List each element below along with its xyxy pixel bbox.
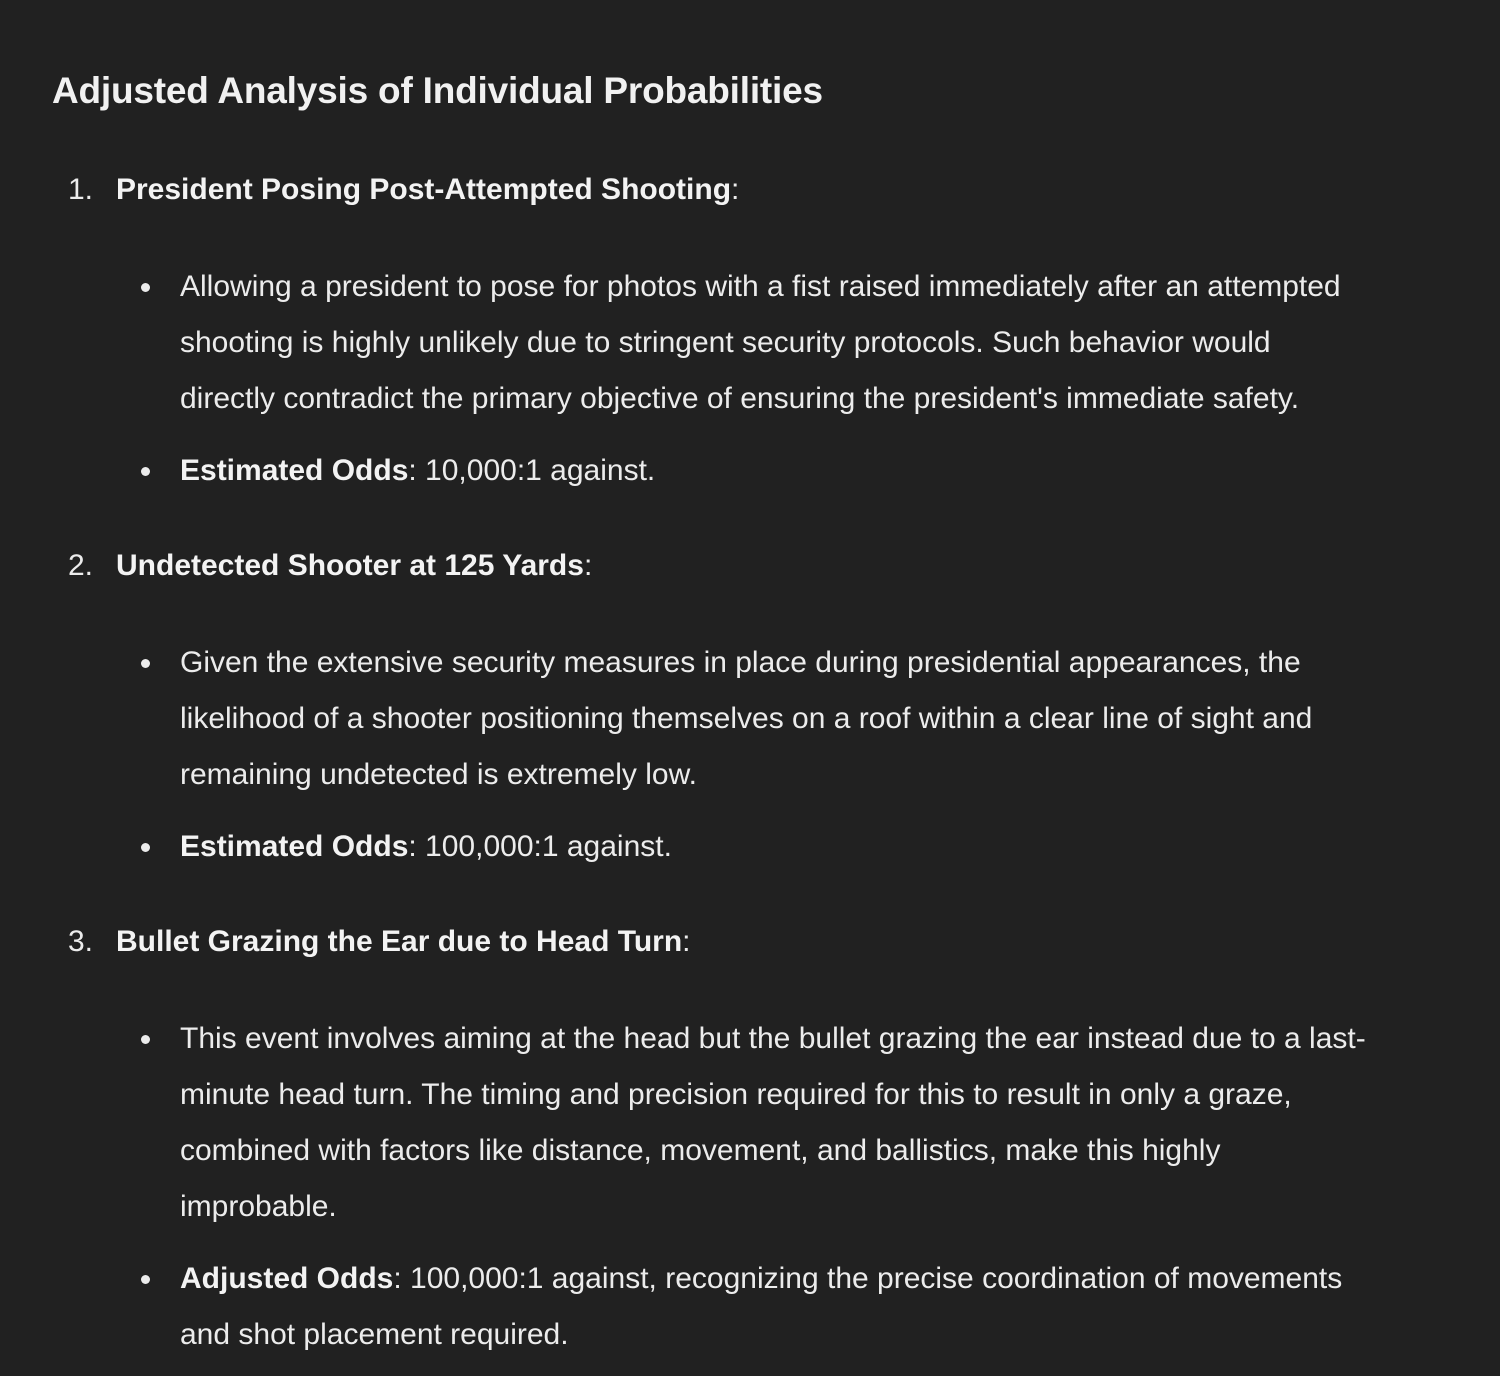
odds-line — [180, 819, 1480, 875]
bullet-text-line: Allowing a president to pose for photos with a fist raised immediately after an attempted — [180, 270, 1341, 303]
bullet-text-line: improbable. — [180, 1190, 337, 1223]
bullet-text-line: likelihood of a shooter positioning themselves on a roof within a clear line of sight and — [180, 702, 1313, 735]
odds-value: : 100,000:1 against, recognizing the precise coordination of movements — [393, 1262, 1343, 1295]
odds-label: Estimated Odds — [180, 454, 409, 487]
odds-label: Adjusted Odds — [180, 1262, 394, 1295]
item-title-colon: : — [731, 173, 740, 206]
list-number: 1. — [68, 173, 94, 206]
odds-line — [180, 443, 1480, 499]
bullet-point-odds — [180, 443, 1480, 499]
item-title-text: Undetected Shooter at 125 Yards — [116, 549, 584, 582]
item-title-text: President Posing Post-Attempted Shooting — [116, 173, 732, 206]
bullet-point — [180, 259, 1480, 427]
bullet-point — [180, 1011, 1480, 1235]
item-title-text: Bullet Grazing the Ear due to Head Turn — [116, 925, 683, 958]
list-item-3-title — [68, 920, 691, 964]
list-number: 2. — [68, 549, 94, 582]
section-heading: Adjusted Analysis of Individual Probabilities — [52, 70, 823, 111]
odds-value: : 100,000:1 against. — [408, 830, 672, 863]
odds-line — [180, 1251, 1480, 1307]
list-item-1-title — [68, 168, 739, 212]
bullet-text-line: shooting is highly unlikely due to stringent security protocols. Such behavior would — [180, 326, 1271, 359]
bullet-text-line: This event involves aiming at the head but the bullet grazing the ear instead due to a last- — [180, 1022, 1366, 1055]
odds-continuation-line: and shot placement required. — [180, 1318, 569, 1351]
odds-label: Estimated Odds — [180, 830, 409, 863]
bullet-text-line: minute head turn. The timing and precision required for this to result in only a graze, — [180, 1078, 1292, 1111]
bullet-text-line: directly contradict the primary objective of ensuring the president's immediate safety. — [180, 382, 1300, 415]
bullet-text-line: remaining undetected is extremely low. — [180, 758, 697, 791]
odds-value: : 10,000:1 against. — [408, 454, 656, 487]
bullet-point-odds — [180, 819, 1480, 875]
bullet-text-line: combined with factors like distance, movement, and ballistics, make this highly — [180, 1134, 1221, 1167]
list-item-2-title — [68, 544, 592, 588]
item-title-colon: : — [682, 925, 691, 958]
item-title-colon: : — [583, 549, 593, 582]
bullet-point — [180, 635, 1480, 803]
bullet-text-line: Given the extensive security measures in place during presidential appearances, the — [180, 646, 1301, 679]
list-number: 3. — [68, 925, 94, 958]
bullet-point-odds — [180, 1251, 1480, 1363]
